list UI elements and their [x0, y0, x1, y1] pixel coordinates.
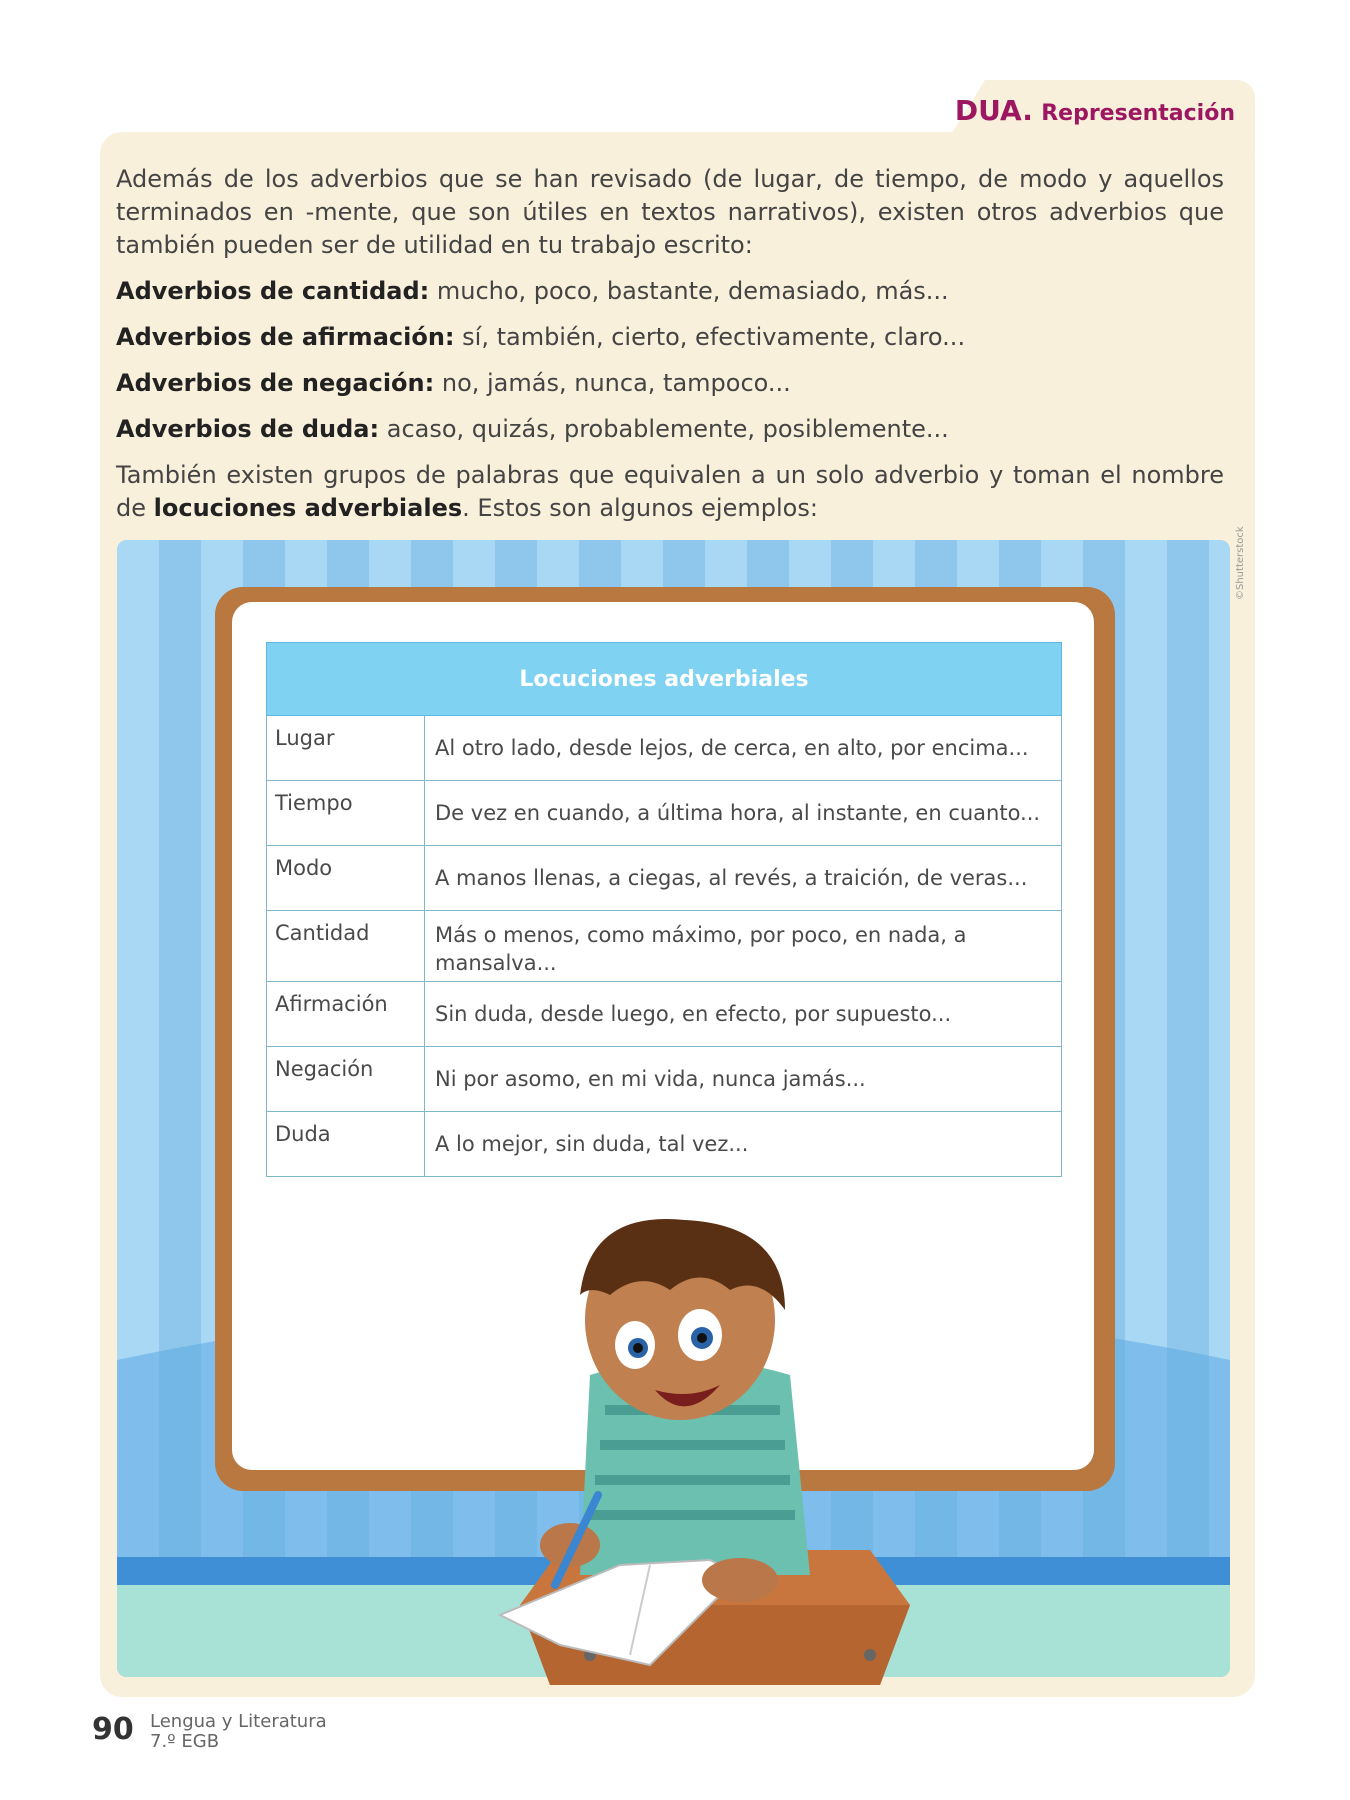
footer-grade: 7.º EGB	[150, 1731, 220, 1752]
adverb-type-examples: sí, también, cierto, efectivamente, claro...	[454, 323, 966, 351]
table-category: Afirmación	[267, 982, 425, 1047]
table-header-row	[267, 643, 1062, 716]
adverb-type-cantidad	[116, 275, 1224, 308]
adverb-type-afirmacion	[116, 321, 1224, 354]
image-credit: ©Shutterstock	[1235, 526, 1246, 600]
table-category: Lugar	[267, 716, 425, 781]
table-row	[267, 1112, 1062, 1177]
table-examples: Ni por asomo, en mi vida, nunca jamás...	[425, 1047, 1062, 1112]
boy-writing-illustration	[440, 1215, 940, 1685]
footer-subject	[150, 1712, 327, 1752]
table-row	[267, 781, 1062, 846]
adverb-type-examples: no, jamás, nunca, tampoco...	[434, 369, 791, 397]
right-hand	[702, 1558, 778, 1602]
table-row	[267, 982, 1062, 1047]
table-examples: A manos llenas, a ciegas, al revés, a traición, de veras...	[425, 846, 1062, 911]
footer-subject-title: Lengua y Literatura	[150, 1711, 327, 1732]
table-row	[267, 846, 1062, 911]
locuciones-intro-end: . Estos son algunos ejemplos:	[462, 494, 818, 522]
adverb-type-label: Adverbios de duda:	[116, 415, 380, 443]
table-title: Locuciones adverbiales	[267, 643, 1062, 716]
table-examples: Más o menos, como máximo, por poco, en nada, a mansalva...	[425, 911, 1062, 982]
locuciones-intro	[116, 459, 1224, 525]
table-category: Modo	[267, 846, 425, 911]
table-examples: A lo mejor, sin duda, tal vez...	[425, 1112, 1062, 1177]
content-text	[116, 163, 1224, 525]
dua-tag-main: DUA.	[954, 94, 1033, 127]
page-number: 90	[92, 1712, 134, 1747]
table-row	[267, 1047, 1062, 1112]
locuciones-table	[266, 642, 1062, 1177]
dua-tag-sub: Representación	[1041, 101, 1235, 126]
table-category: Cantidad	[267, 911, 425, 982]
table-examples: De vez en cuando, a última hora, al instante, en cuanto...	[425, 781, 1062, 846]
adverb-type-label: Adverbios de negación:	[116, 369, 435, 397]
adverb-type-examples: acaso, quizás, probablemente, posiblemente...	[379, 415, 949, 443]
table-row	[267, 716, 1062, 781]
table-row	[267, 911, 1062, 982]
table-examples: Al otro lado, desde lejos, de cerca, en alto, por encima...	[425, 716, 1062, 781]
adverb-type-label: Adverbios de cantidad:	[116, 277, 430, 305]
adverb-type-negacion	[116, 367, 1224, 400]
locuciones-term: locuciones adverbiales	[153, 494, 463, 522]
table-category: Negación	[267, 1047, 425, 1112]
adverb-type-examples: mucho, poco, bastante, demasiado, más...	[429, 277, 949, 305]
table-category: Tiempo	[267, 781, 425, 846]
locuciones-intro-start: También existen grupos de palabras que equivalen a un solo adverbio y toman el nombre de	[116, 461, 1224, 522]
table-examples: Sin duda, desde luego, en efecto, por supuesto...	[425, 982, 1062, 1047]
adverb-type-label: Adverbios de afirmación:	[116, 323, 455, 351]
adverb-type-duda	[116, 413, 1224, 446]
table-category: Duda	[267, 1112, 425, 1177]
intro-paragraph: Además de los adverbios que se han revisado (de lugar, de tiempo, de modo y aquellos terminados en -mente, que son útiles en textos narrativos), existen otros adverbios que también pueden ser de utilidad en tu trabajo escrito:	[116, 165, 1224, 259]
dua-tag	[955, 94, 1235, 127]
